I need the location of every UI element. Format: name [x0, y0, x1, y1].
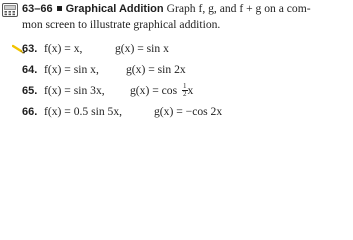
- problem-66: [22, 105, 222, 119]
- fraction-one-half: [182, 83, 188, 98]
- problem-65: [22, 84, 193, 99]
- instructions-line-1: Graph f, g, and f + g on a com-: [166, 2, 311, 15]
- f-definition: f(x) = sin 3x,: [44, 84, 105, 98]
- f-definition: f(x) = sin x,: [44, 63, 99, 76]
- graphing-calculator-icon: [2, 3, 18, 17]
- exercise-title: Graphical Addition: [65, 3, 164, 15]
- fraction-numerator: 1: [183, 82, 187, 90]
- problem-number: 64.: [22, 64, 38, 76]
- g-definition: g(x) = sin x: [115, 42, 169, 55]
- g-definition: [130, 84, 193, 97]
- g-prefix: g(x) = cos: [130, 84, 181, 98]
- exercise-header: [22, 1, 350, 32]
- instructions-line-2: mon screen to illustrate graphical addition.: [22, 18, 221, 31]
- problem-number: 65.: [22, 85, 38, 98]
- problem-63: [22, 42, 169, 56]
- g-definition: g(x) = −cos 2x: [154, 105, 223, 118]
- f-definition: f(x) = x,: [44, 42, 83, 55]
- exercise-range: 63–66: [22, 3, 53, 15]
- problem-number: 63.: [22, 43, 38, 55]
- g-definition: g(x) = sin 2x: [126, 63, 186, 76]
- bullet-icon: [57, 6, 62, 11]
- g-suffix: x: [187, 84, 194, 98]
- problem-number: 66.: [22, 106, 38, 118]
- fraction-denominator: 2: [183, 90, 187, 98]
- problem-64: [22, 63, 186, 77]
- f-definition: f(x) = 0.5 sin 5x,: [44, 105, 123, 118]
